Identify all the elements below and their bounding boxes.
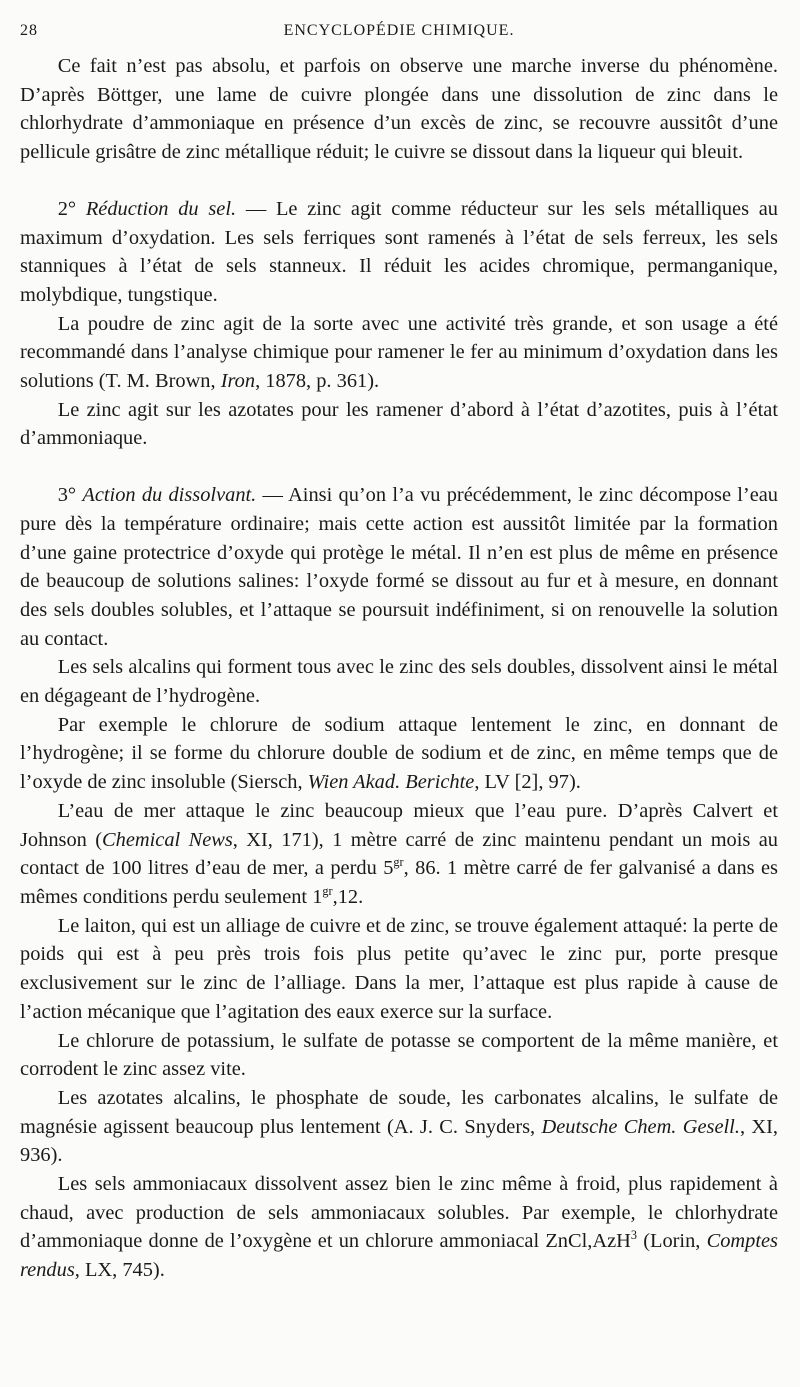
citation-title: Chemical News [102, 828, 233, 851]
section-number: 3° [57, 484, 77, 507]
page-number: 28 [20, 22, 38, 39]
text-body [20, 52, 778, 1285]
running-title: ENCYCLOPÉDIE CHIMIQUE. [283, 22, 515, 39]
paragraph: Le laiton, qui est un alliage de cuivre et de zinc, se trouve également attaqué: la perte de poids qui est à peu près trois fois plus petite qu’avec le zinc pur, porte presque exclusivement sur le zinc de l’alliage. Dans la mer, l’attaque est plus rapide à cause de l’action mécanique que l’agitation des eaux exerce sur la surface. [20, 914, 778, 1023]
section-heading: Action du dissolvant. [82, 484, 257, 507]
paragraph: Les sels ammoniacaux dissolvent assez bien le zinc même à froid, plus rapidement à chaud, avec production de sels ammoniacaux solubles. Par exemple, le chlorhydrate d’ammoniaque donne de l’oxygène et un chlorure ammoniacal ZnCl,AzH$^3$ (Lorin, Comptes rendus, LX, 745). [20, 1173, 778, 1282]
citation-title: Wien Akad. Berichte [307, 771, 475, 794]
section-paragraph-dissolvant: 3° Action du dissolvant. — Ainsi qu’on l’a vu précédemment, le zinc décompose l’eau pure dès la température ordinaire; mais cette action est aussitôt limitée par la formation d’une gaine protectrice d’oxyde qui protège le métal. Il n’en est plus de même en présence de beaucoup de solutions salines: l’oxyde formé se dissout au fur et à mesure, en donnant des sels doubles solubles, et l’attaque se poursuit indéfiniment, si on renouvelle la solution au contact. [20, 484, 778, 650]
section-paragraph-reduction: 2° Réduction du sel. — Le zinc agit comme réducteur sur les sels métalliques au maximum d’oxydation. Les sels ferriques sont ramenés à l’état de sels ferreux, les sels stanniques à l’état de sels stanneux. Il réduit les acides chromique, permanganique, molybdique, tungstique. [20, 197, 778, 306]
paragraph: Les azotates alcalins, le phosphate de soude, les carbonates alcalins, le sulfate de magnésie agissent beaucoup plus lentement (A. J. C. Snyders, Deutsche Chem. Gesell., XI, 936). [20, 1086, 779, 1167]
section-heading: Réduction du sel. [85, 197, 237, 220]
citation-title: Comptes rendus [20, 1230, 778, 1282]
paragraph: Le chlorure de potassium, le sulfate de potasse se comportent de la même manière, et corrodent le zinc assez vite. [20, 1029, 778, 1081]
section-number: 2° [57, 197, 77, 220]
paragraph: Ce fait n’est pas absolu, et parfois on observe une marche inverse du phénomène. D’après Böttger, une lame de cuivre plongée dans une dissolution de zinc dans le chlorhydrate d’ammoniaque en présence d’un excès de zinc, se recouvre aussitôt d’une pellicule grisâtre de zinc métallique réduit; le cuivre se dissout dans la liqueur qui bleuit. [20, 55, 778, 164]
paragraph: Les sels alcalins qui forment tous avec le zinc des sels doubles, dissolvent ainsi le métal en dégageant de l’hydrogène. [20, 656, 778, 708]
citation-title: Iron [220, 370, 256, 393]
paragraph: La poudre de zinc agit de la sorte avec une activité très grande, et son usage a été recommandé dans l’analyse chimique pour ramener le fer au minimum d’oxydation dans les solutions (T. M. Brown, Iron, 1878, p. 361). [20, 312, 778, 393]
paragraph: Par exemple le chlorure de sodium attaque lentement le zinc, en donnant de l’hydrogène; il se forme du chlorure double de sodium et de zinc, en même temps que de l’oxyde de zinc insoluble (Siersch, Wien Akad. Berichte, LV [2], 97). [20, 713, 778, 794]
paragraph: Le zinc agit sur les azotates pour les ramener d’abord à l’état d’azotites, puis à l’état d’ammoniaque. [20, 398, 778, 450]
paragraph: L’eau de mer attaque le zinc beaucoup mieux que l’eau pure. D’après Calvert et Johnson (Chemical News, XI, 171), 1 mètre carré de zinc maintenu pendant un mois au contact de 100 litres d’eau de mer, a perdu $5^{gr}$, 86. 1 mètre carré de fer galvanisé a dans es mêmes conditions perdu seulement $1^{gr},12$. [20, 799, 778, 908]
running-header [20, 22, 778, 52]
citation-title: Deutsche Chem. Gesell. [541, 1115, 740, 1138]
